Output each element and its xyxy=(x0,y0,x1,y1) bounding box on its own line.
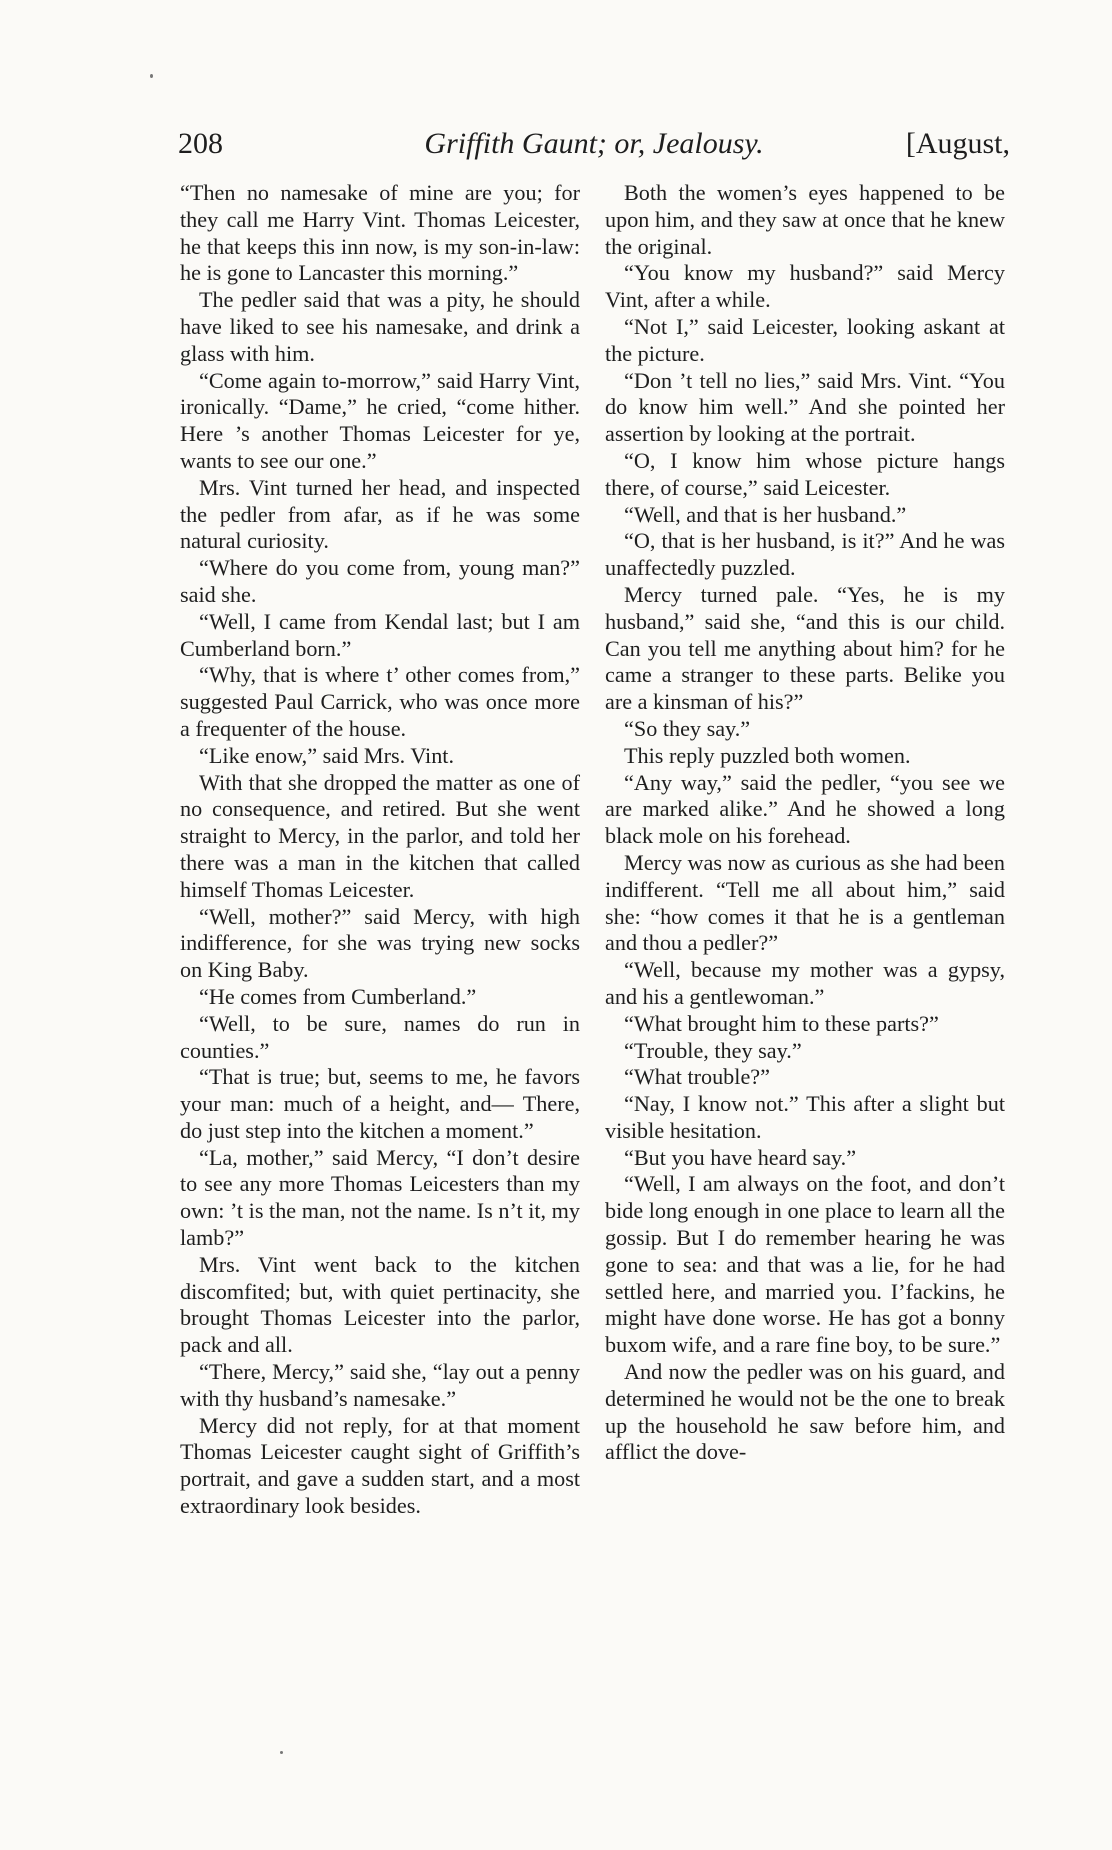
paragraph: “You know my husband?” said Mercy Vint, after a while. xyxy=(605,260,1005,313)
paragraph: “Where do you come from, young man?” said she. xyxy=(180,555,580,607)
paragraph: “Any way,” said the pedler, “you see we are marked alike.” And he showed a long black mole on his forehead. xyxy=(605,769,1005,849)
paragraph: “Then no namesake of mine are you; for they call me Harry Vint. Thomas Leicester, he that keeps this inn now, is my son-in-law: he is gone to Lancaster this morning.” xyxy=(180,180,580,286)
paragraph: Mercy was now as curious as she had been indifferent. “Tell me all about him,” said she: “how comes it that he is a gentleman and thou a pedler?” xyxy=(605,849,1005,956)
paragraph: “Come again to-morrow,” said Harry Vint, ironically. “Dame,” he cried, “come hither. Here ’s another Thomas Leicester for ye, wants to see our one.” xyxy=(180,367,580,473)
left-column xyxy=(180,180,580,1520)
paragraph: And now the pedler was on his guard, and determined he would not be the one to break up the household he saw before him, and afflict the dove- xyxy=(605,1359,1005,1465)
paragraph: “Don ’t tell no lies,” said Mrs. Vint. “You do know him well.” And she pointed her assertion by looking at the portrait. xyxy=(605,367,1005,447)
paragraph: The pedler said that was a pity, he should have liked to see his namesake, and drink a glass with him. xyxy=(180,287,580,366)
paragraph: “Why, that is where t’ other comes from,” suggested Paul Carrick, who was once more a frequenter of the house. xyxy=(180,662,580,741)
paragraph: “Well, mother?” said Mercy, with high indifference, for she was trying new socks on King Baby. xyxy=(180,903,580,983)
running-header xyxy=(178,127,1010,167)
paragraph: This reply puzzled both women. xyxy=(624,742,911,768)
paragraph: “Well, to be sure, names do run in counties.” xyxy=(180,1010,580,1063)
paragraph: Mrs. Vint turned her head, and inspected the pedler from afar, as if he was some natural curiosity. xyxy=(180,474,580,554)
paragraph: “What brought him to these parts?” xyxy=(624,1010,939,1036)
paragraph: Mrs. Vint went back to the kitchen discomfited; but, with quiet pertinacity, she brought Thomas Leicester into the parlor, pack and all. xyxy=(180,1251,580,1358)
paragraph: “Nay, I know not.” This after a slight but visible hesitation. xyxy=(605,1091,1005,1143)
speck xyxy=(280,1751,283,1754)
page-number: 208 xyxy=(178,127,223,160)
paragraph: Mercy did not reply, for at that moment Thomas Leicester caught sight of Griffith’s portrait, and gave a sudden start, and a most extraordinary look besides. xyxy=(180,1412,580,1519)
paragraph: Mercy turned pale. “Yes, he is my husband,” said she, “and this is our child. Can you tell me anything about him? for he came a stranger to these parts. Belike you are a kinsman of his?” xyxy=(605,581,1005,715)
paragraph: “Trouble, they say.” xyxy=(624,1037,802,1063)
paragraph: “He comes from Cumberland.” xyxy=(199,983,477,1009)
paragraph: Both the women’s eyes happened to be upon him, and they saw at once that he knew the original. xyxy=(605,180,1005,259)
paragraph: “O, I know him whose picture hangs there, of course,” said Leicester. xyxy=(605,447,1005,500)
paragraph: “Well, I came from Kendal last; but I am Cumberland born.” xyxy=(180,608,580,661)
speck xyxy=(150,74,153,78)
paragraph: “Well, because my mother was a gypsy, and his a gentlewoman.” xyxy=(605,957,1005,1009)
running-title: Griffith Gaunt; or, Jealousy. xyxy=(424,127,764,160)
paragraph: “There, Mercy,” said she, “lay out a penny with thy husband’s namesake.” xyxy=(180,1359,580,1411)
running-month: [August, xyxy=(905,127,1010,160)
paragraph: With that she dropped the matter as one of no consequence, and retired. But she went straight to Mercy, in the parlor, and told her there was a man in the kitchen that called himself Thomas Leicester. xyxy=(180,769,580,902)
paragraph: “What trouble?” xyxy=(624,1064,770,1090)
paragraph: “Well, I am always on the foot, and don’t bide long enough in one place to learn all the gossip. But I do remember hearing he was gone to sea: and that was a lie, for he had settled here, and married you. I’fackins, he might have done worse. He has got a bonny buxom wife, and a rare fine boy, to be sure.” xyxy=(605,1171,1005,1358)
paragraph: “But you have heard say.” xyxy=(624,1144,857,1170)
paragraph: “Like enow,” said Mrs. Vint. xyxy=(199,742,455,768)
paragraph: “That is true; but, seems to me, he favors your man: much of a height, and— There, do just step into the kitchen a moment.” xyxy=(180,1064,580,1143)
paragraph: “Well, and that is her husband.” xyxy=(624,501,907,527)
paragraph: “Not I,” said Leicester, looking askant at the picture. xyxy=(605,313,1005,366)
right-column xyxy=(605,180,1005,1466)
paragraph: “La, mother,” said Mercy, “I don’t desire to see any more Thomas Leicesters than my own: ’t is the man, not the name. Is n’t it, my lamb?” xyxy=(180,1144,580,1251)
paragraph: “O, that is her husband, is it?” And he was unaffectedly puzzled. xyxy=(605,528,1005,581)
paragraph: “So they say.” xyxy=(624,715,751,741)
